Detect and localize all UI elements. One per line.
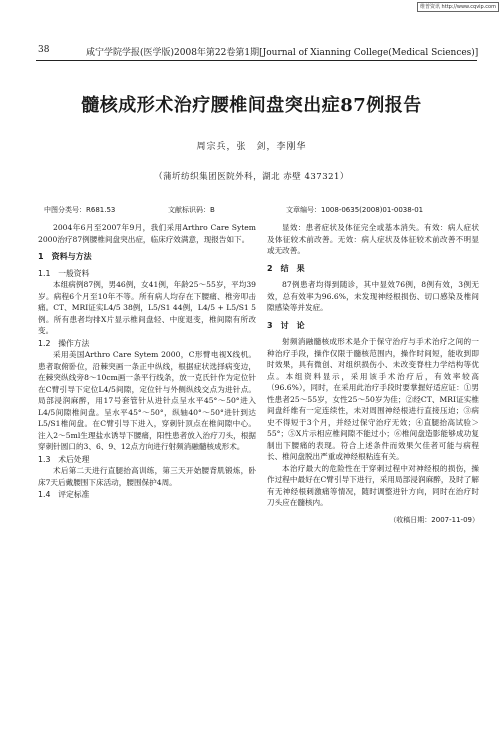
postop-paragraph: 术后第二天进行直腿抬高训练，第三天开始腰背肌锻炼，卧床7天后戴腰围下床活动，腰围保护4周。 xyxy=(38,466,256,487)
watermark: 维普资讯 http://www.cqvip.com xyxy=(417,2,499,12)
discussion-paragraph-1: 射频消融髓核成形术是介于保守治疗与手术治疗之间的一种治疗手段，操作仅限于髓核范围内，操作时间短，能收到即时效果，具有微创、对组织损伤小、未改变脊柱力学结构等优点。本组资料显示，采用该手术治疗后，有效率较高（96.6%），同时，在采用此治疗手段时要掌握好适应证：①男性患者25～55岁，女性25～50岁为佳；②经CT、MRI证实椎间盘纤维有一定连续性，未对周围神经根进行直接压迫；③病史不得短于3个月，并经过保守治疗无效；④直腿抬高试验＞55°；⑤X片示相应椎间隙不能过小；⑥椎间盘造影能够成功复制出下腰痛的表现。符合上述条件而效果欠佳者可能与病程长、椎间盘脱出严重或神经根粘连有关。 xyxy=(267,337,479,461)
article-id: 文章编号：1008-0635(2008)01-0038-01 xyxy=(286,206,424,214)
procedure-paragraph: 采用美国Arthro Care Sytem 2000，C形臂电视X线机。患者取俯卧位，沿棘突画一条正中纵线，根据症状选择病变边，在棘突纵线旁8～10cm画一条平行线条，放一克氏针作为定位针在C臂引导下定位L4/5间隙，定位针与外侧纵线交点为进针点。局部浸润麻醉，用17号套管针从进针点呈水平45°～50°进入L4/5间隙椎间盘。呈水平45°～50°，纵轴40°～50°进针到达L5/S1椎间盘。在C臂引导下进入，穿刺针顶点在椎间隙中心。注入2～5ml生理盐水诱导下腰痛，阳性患者放入治疗刀头，根据穿刺针圆口的3、6、9、12点方向进行射频消融髓核成形术。 xyxy=(38,350,256,451)
right-column xyxy=(267,222,479,526)
subsection-heading-postop: 1.3 术后处理 xyxy=(38,454,90,464)
article-affiliation: （蒲圻纺织集团医院外科，湖北 赤壁 437321） xyxy=(154,172,349,182)
left-column xyxy=(38,222,256,501)
running-header xyxy=(38,45,479,59)
general-data-paragraph: 本组病例87例，男46例，女41例，年龄25～55岁，平均39岁。病程6个月至10年不等。所有病人均存在下腰痛、椎旁叩击痛。CT、MRI证实L4/5 38例，L5/S1 44例，L4/5 + L5/S1 5例。所有患者均排X片显示椎间盘轻、中度退变，椎间隙有所改变。 xyxy=(38,280,256,335)
results-paragraph: 87例患者均得到随诊，其中显效76例，8例有效，3例无效，总有效率为96.6%，未发现神经根损伤、切口感染及椎间隙感染等并发症。 xyxy=(267,280,479,312)
discussion-paragraph-2: 本治疗最大的危险性在于穿刺过程中对神经根的损伤，操作过程中最好在C臂引导下进行，采用局部浸润麻醉，及时了解有无神经根刺激痛等情况，随时调整进针方向，同时在治疗时刀头应在髓核内。 xyxy=(267,463,479,507)
clc-number: 中图分类号：R681.53 xyxy=(44,206,116,214)
subsection-heading-general: 1.1 一般资料 xyxy=(38,268,90,278)
article-title: 髓核成形术治疗腰椎间盘突出症87例报告 xyxy=(81,95,422,116)
section-heading-discussion: 3 讨 论 xyxy=(267,320,305,330)
article-authors: 周宗兵，张 剑，李刚华 xyxy=(196,142,307,152)
intro-paragraph: 2004年6月至2007年9月，我们采用Arthro Care Sytem 2000治疗87例腰椎间盘突出症，临床疗效满意，现报告如下。 xyxy=(38,223,256,244)
received-date: （收稿日期：2007-11-09） xyxy=(389,515,479,524)
subsection-heading-criteria: 1.4 评定标准 xyxy=(38,490,90,499)
section-heading-results: 2 结 果 xyxy=(267,263,305,273)
section-heading-materials: 1 资料与方法 xyxy=(38,252,92,261)
page-number: 38 xyxy=(38,45,50,55)
running-title: 咸宁学院学报(医学版)2008年第22卷第1期[Journal of Xianning College(Medical Sciences)] xyxy=(86,48,479,58)
subsection-heading-procedure: 1.2 操作方法 xyxy=(38,338,90,348)
header-rule xyxy=(36,60,477,61)
document-code: 文献标识码：B xyxy=(168,206,215,214)
criteria-paragraph: 显效：患者症状及体征完全或基本消失。有效：病人症状及体征较术前改善。无效：病人症状及体征较术前改善不明显或无改善。 xyxy=(267,223,479,255)
